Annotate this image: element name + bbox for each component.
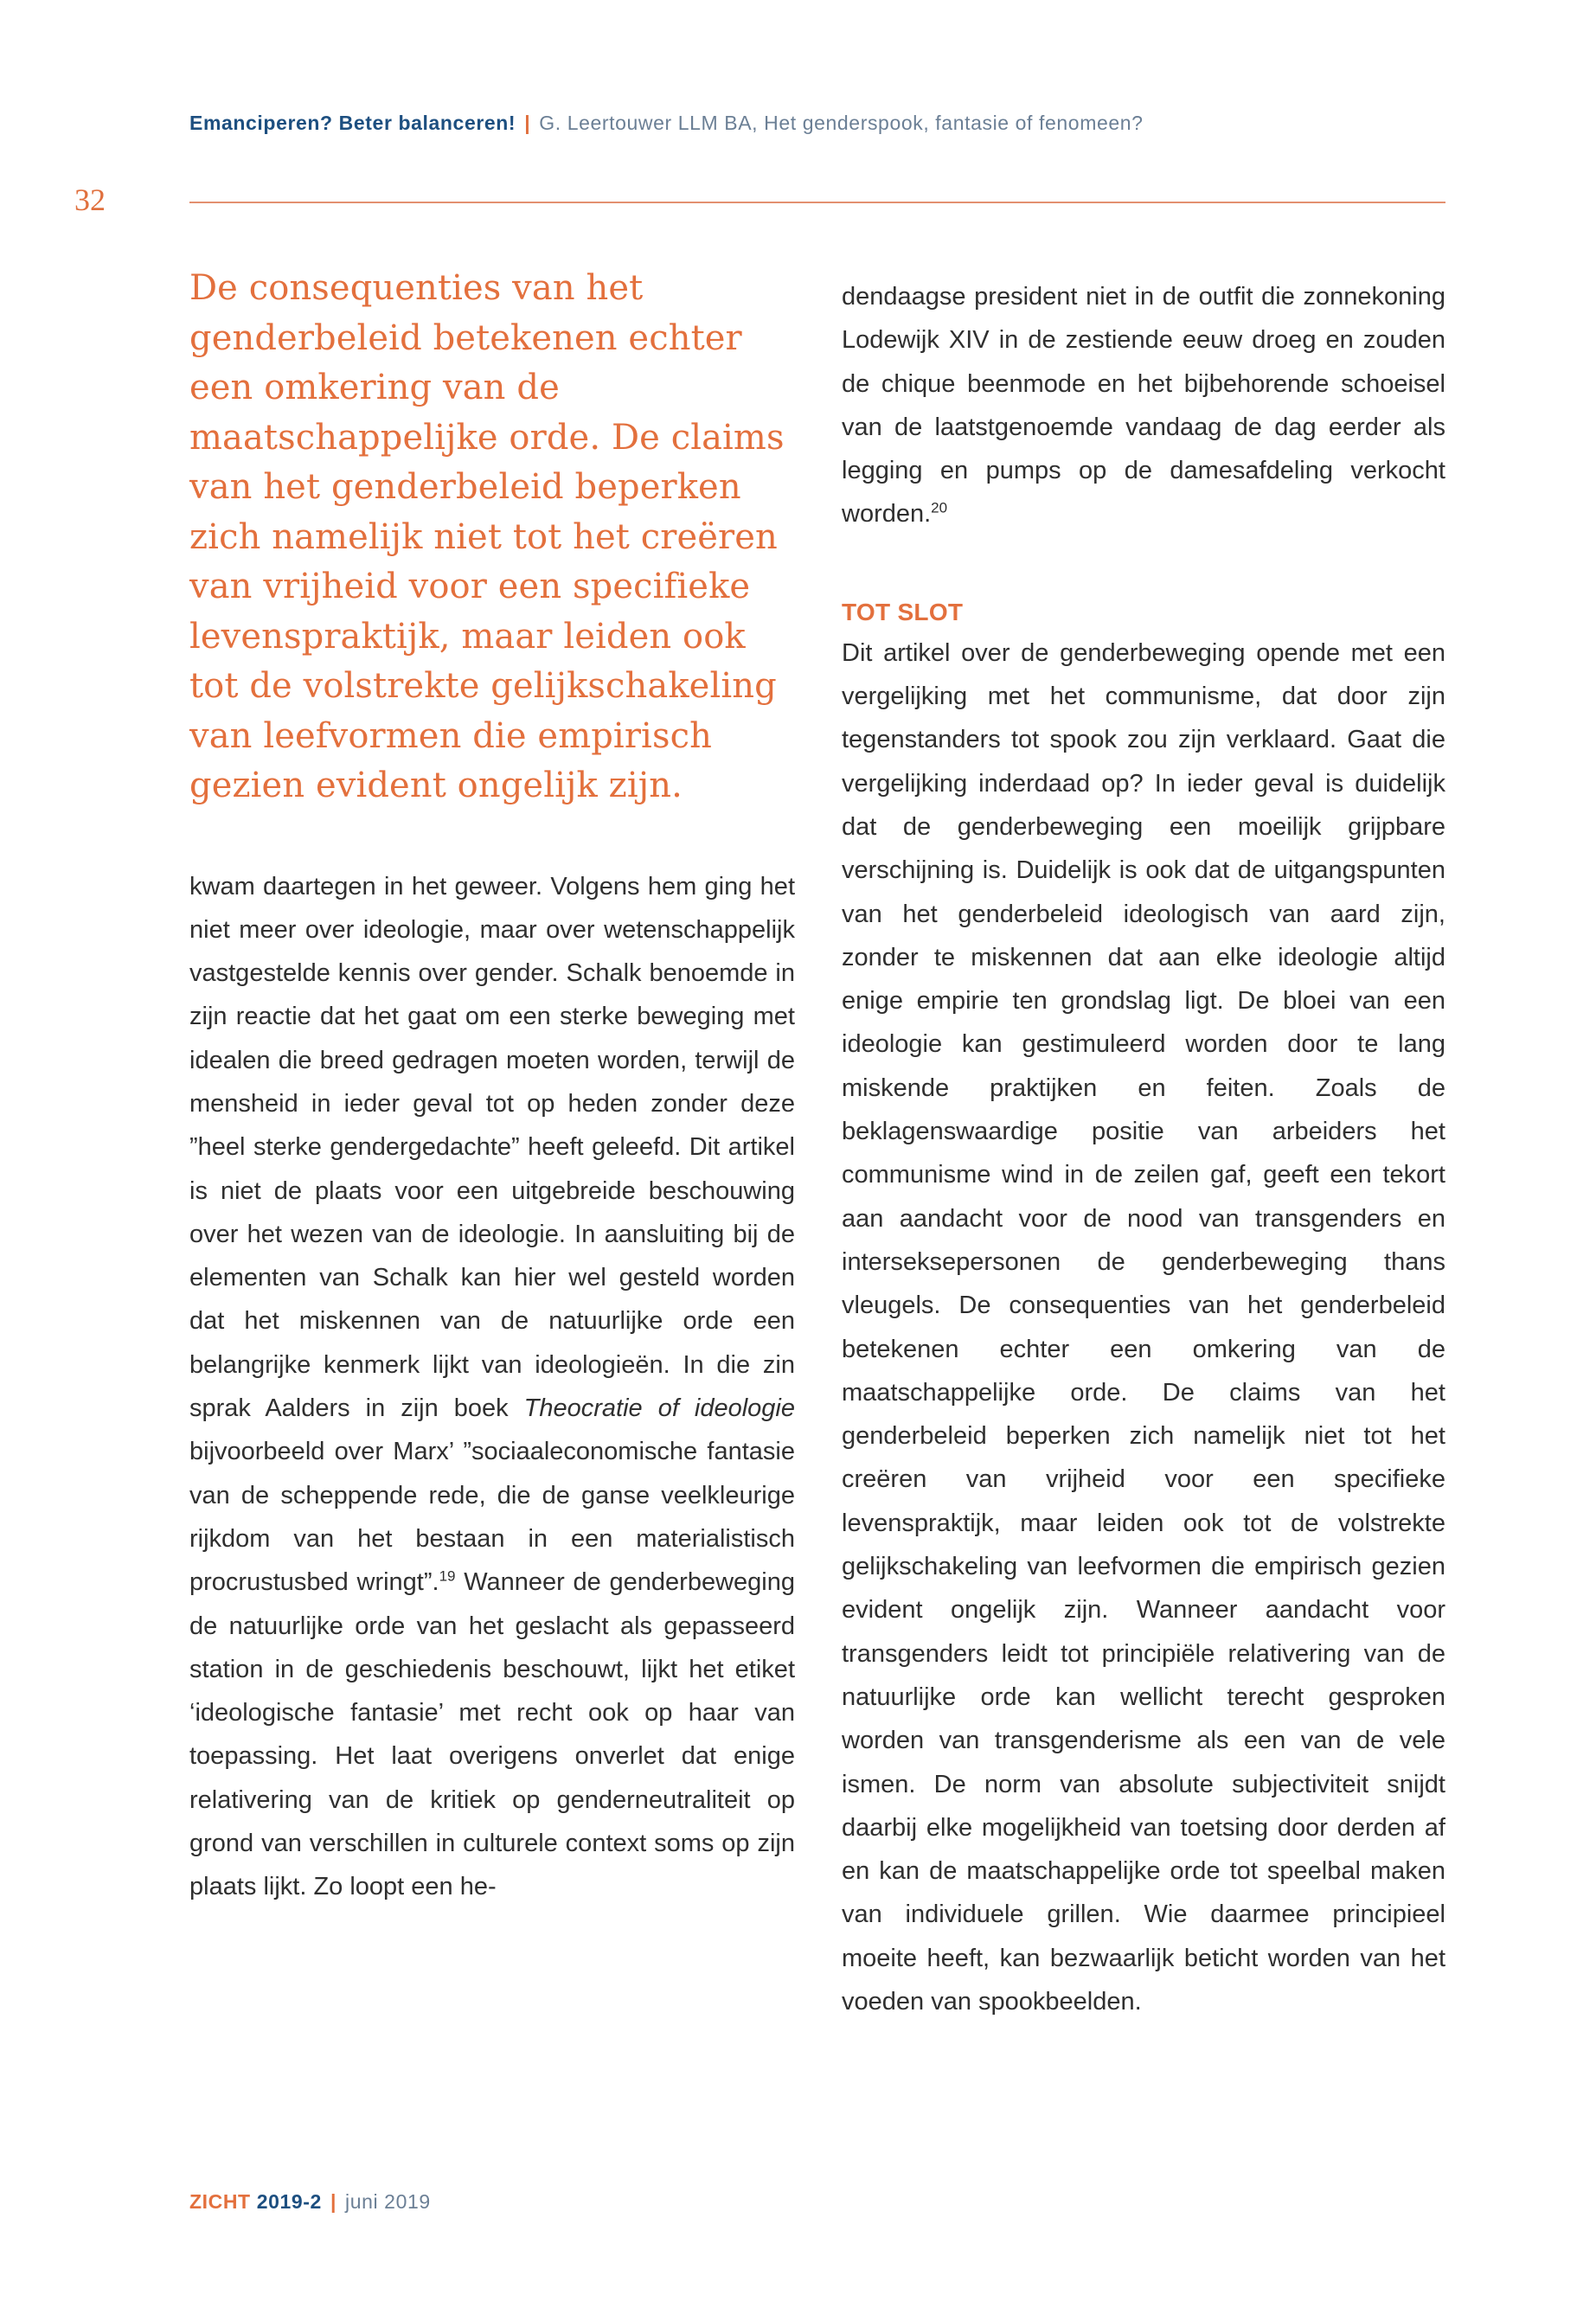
header-rule [189,202,1445,203]
body-paragraph: Dit artikel over de genderbeweging opende met een vergelijking met het communisme, dat door zijn tegenstanders tot spook zou zijn verklaard. Gaat die vergelijking inderdaad op? In ieder geval is duidelijk dat de genderbeweging een moeilijk grijpbare verschijning is. Duidelijk is ook dat de uitgangspunten van het genderbeleid ideologisch van aard zijn, zonder te miskennen dat aan elke ideologie altijd enige empirie ten grondslag ligt. De bloei van een ideologie kan gestimuleerd worden door te lang miskende praktijken en feiten. Zoals de beklagenswaardige positie van arbeiders het communisme wind in de zeilen gaf, geeft een tekort aan aandacht voor de nood van transgenders en interseksepersonen de genderbeweging thans vleugels. De consequenties van het genderbeleid betekenen echter een omkering van de maatschappelijke orde. De claims van het genderbeleid beperken zich namelijk niet tot het creëren van vrijheid voor een specifieke levenspraktijk, maar leiden ook tot de volstrekte gelijkschakeling van leefvormen die empirisch gezien evident ongelijk zijn. Wanneer aandacht voor transgenders leidt tot principiële relativering van de natuurlijke orde kan wellicht terecht gesproken worden van transgenderisme als een van de vele ismen. De norm van absolute subjectiviteit snijdt daarbij elke mogelijkheid van toetsing door derden af en kan de maatschappelijke orde tot speelbal maken van individuele grillen. Wie daarmee principieel moeite heeft, kan bezwaarlijk beticht worden van het voeden van spookbeelden. [842,638,1445,2016]
right-column [842,275,1445,2023]
magazine-name: ZICHT [189,2190,251,2213]
body-paragraph [842,275,1445,536]
paragraph-text: Wanneer de genderbeweging de natuurlijke orde van het geslacht als gepasseerd station in de geschiedenis beschouwt, lijkt het etiket ‘ideologische fantasie’ met recht ook op haar van toepassing. Het laat overigens onverlet dat enige relativering van de kritiek op genderneutraliteit op grond van verschillen in culturele context soms op zijn plaats lijkt. Zo loopt een he- [189,1568,795,1901]
body-paragraph [189,865,795,1909]
book-title: Theocratie of ideologie [523,1394,795,1423]
footer-separator: | [330,2190,337,2213]
paragraph-text: bijvoorbeeld over Marx’ ”sociaaleconomische fantasie van de scheppende rede, die de ganse veelkleurige rijkdom van het bestaan in een materialistisch procrustusbed wringt”. [189,1438,795,1597]
paragraph-text: kwam daartegen in het geweer. Volgens hem ging het niet meer over ideologie, maar over wetenschappelijk vastgestelde kennis over gender. Schalk benoemde in zijn reactie dat het gaat om een sterke beweging met idealen die breed gedragen moeten worden, terwijl de mensheid in ieder geval tot op heden zonder deze ”heel sterke gendergedachte” heeft geleefd. Dit artikel is niet de plaats voor een uitgebreide beschouwing over het wezen van de ideologie. In aansluiting bij de elementen van Schalk kan hier wel gesteld worden dat het miskennen van de natuurlijke orde een belangrijke kenmerk lijkt van ideologieën. In die zin sprak Aalders in zijn boek [189,872,795,1423]
issue-date: juni 2019 [344,2190,431,2213]
left-column [189,264,795,1909]
footer [189,2190,431,2214]
header-separator: | [524,112,531,134]
footnote-ref[interactable]: 19 [439,1567,456,1585]
journal-title: Emanciperen? Beter balanceren! [189,112,516,134]
section-heading: TOT SLOT [842,598,964,625]
footnote-ref[interactable]: 20 [931,499,948,516]
issue-number: 2019-2 [256,2190,322,2213]
pull-quote: De consequenties van het genderbeleid betekenen echter een omkering van de maatschappelijke orde. De claims van het genderbeleid beperken zich namelijk niet tot het creëren van vrijheid voor een specifieke levenspraktijk, maar leiden ook tot de volstrekte gelijkschakeling van leefvormen die empirisch gezien evident ongelijk zijn. [189,268,785,805]
running-header [189,112,1444,135]
article-info: G. Leertouwer LLM BA, Het genderspook, fantasie of fenomeen? [539,112,1144,134]
paragraph-text: dendaagse president niet in de outfit die zonnekoning Lodewijk XIV in de zestiende eeuw droeg en zouden de chique beenmode en het bijbehorende schoeisel van de laatstgenoemde vandaag de dag eerder als legging en pumps op de damesafdeling verkocht worden. [842,283,1445,529]
page-number: 32 [74,183,106,217]
